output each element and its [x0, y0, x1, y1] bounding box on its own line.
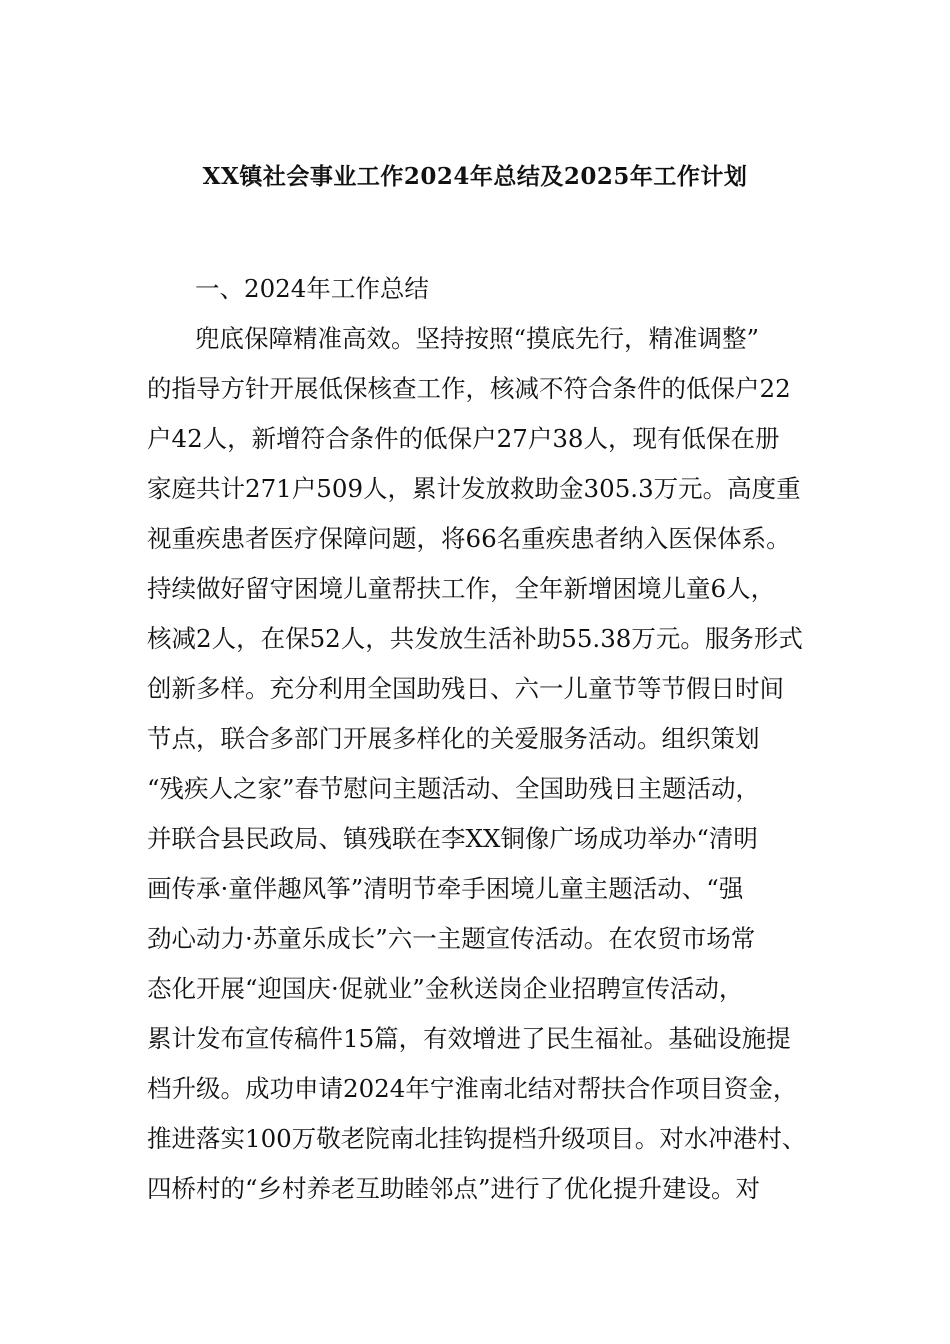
section-heading: 一、2024年工作总结 — [195, 274, 429, 303]
paragraph-line: 态化开展“迎国庆·促就业”金秋送岗企业招聘宣传活动， — [147, 974, 744, 1003]
paragraph-line: 画传承·童伴趣风筝”清明节牵手困境儿童主题活动、“强 — [147, 874, 744, 903]
document-title: XX镇社会事业工作2024年总结及2025年工作计划 — [202, 163, 748, 190]
paragraph-line: 视重疾患者医疗保障问题，将66名重疾患者纳入医保体系。 — [147, 524, 791, 553]
paragraph-line: 家庭共计271户509人，累计发放救助金305.3万元。高度重 — [147, 474, 801, 503]
paragraph-line: “残疾人之家”春节慰问主题活动、全国助残日主题活动， — [147, 774, 761, 803]
paragraph-line: 档升级。成功申请2024年宁淮南北结对帮扶合作项目资金， — [147, 1074, 798, 1103]
paragraph-line: 核减2人，在保52人，共发放生活补助55.38万元。服务形式 — [147, 624, 803, 653]
paragraph-line: 累计发布宣传稿件15篇，有效增进了民生福祉。基础设施提 — [147, 1024, 791, 1053]
paragraph-line: 兜底保障精准高效。坚持按照“摸底先行，精准调整” — [195, 324, 760, 353]
paragraph-line: 的指导方针开展低保核查工作，核减不符合条件的低保户22 — [147, 374, 791, 403]
paragraph-line: 节点，联合多部门开展多样化的关爱服务活动。组织策划 — [147, 724, 760, 753]
paragraph-line: 劲心动力·苏童乐成长”六一主题宣传活动。在农贸市场常 — [147, 924, 756, 953]
paragraph-line: 并联合县民政局、镇残联在李XX铜像广场成功举办“清明 — [147, 824, 758, 853]
paragraph-line: 户42人，新增符合条件的低保户27户38人，现有低保在册 — [147, 424, 780, 453]
paragraph-line: 创新多样。充分利用全国助残日、六一儿童节等节假日时间 — [147, 674, 784, 703]
paragraph-line: 推进落实100万敬老院南北挂钩提档升级项目。对水冲港村、 — [147, 1124, 807, 1153]
paragraph-line: 持续做好留守困境儿童帮扶工作，全年新增困境儿童6人， — [147, 574, 776, 603]
paragraph-line: 四桥村的“乡村养老互助睦邻点”进行了优化提升建设。对 — [147, 1174, 761, 1203]
